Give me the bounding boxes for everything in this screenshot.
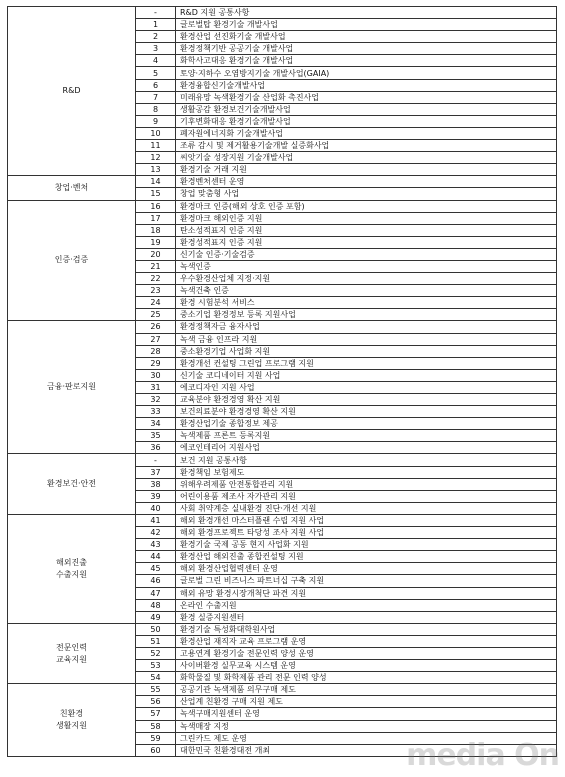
- program-name: 토양·지하수 오염방지기술 개발사업(GAIA): [176, 67, 557, 79]
- program-name: 생활공감 환경보건기술개발사업: [176, 103, 557, 115]
- item-number: 42: [136, 527, 176, 539]
- item-number: 18: [136, 224, 176, 236]
- item-number: 23: [136, 285, 176, 297]
- program-name: 조류 감시 및 제거활용기술개발 실증화사업: [176, 140, 557, 152]
- item-number: 21: [136, 260, 176, 272]
- program-name: 환경성적표지 인증 지원: [176, 236, 557, 248]
- program-name: 환경기술 국제 공동 현지 사업화 지원: [176, 539, 557, 551]
- program-name: 산업계 친환경 구매 지원 제도: [176, 696, 557, 708]
- program-name: 녹색인증: [176, 260, 557, 272]
- item-number: 13: [136, 164, 176, 176]
- item-number: 1: [136, 19, 176, 31]
- program-name: R&D 지원 공통사항: [176, 7, 557, 19]
- program-name: 공공기관 녹색제품 의무구매 제도: [176, 684, 557, 696]
- item-number: 49: [136, 611, 176, 623]
- program-name: 대한민국 친환경대전 개최: [176, 744, 557, 756]
- item-number: 41: [136, 514, 176, 526]
- program-name: 사이버환경 실무교육 시스템 운영: [176, 660, 557, 672]
- table-row: [8, 684, 557, 696]
- item-number: 40: [136, 502, 176, 514]
- item-number: 11: [136, 140, 176, 152]
- program-name: 환경산업 재직자 교육 프로그램 운영: [176, 635, 557, 647]
- category-cell: R&D: [8, 7, 136, 176]
- program-name: 온라인 수출지원: [176, 599, 557, 611]
- item-number: 35: [136, 430, 176, 442]
- program-name: 환경기술 특성화대학원사업: [176, 623, 557, 635]
- category-cell: 인증·검증: [8, 200, 136, 321]
- program-name: 해외 환경개선 마스터플랜 수립 지원 사업: [176, 514, 557, 526]
- item-number: 55: [136, 684, 176, 696]
- program-name: 위해우려제품 안전통합관리 지원: [176, 478, 557, 490]
- program-name: 환경개선 컨설팅 그린업 프로그램 지원: [176, 357, 557, 369]
- item-number: 5: [136, 67, 176, 79]
- item-number: 2: [136, 31, 176, 43]
- item-number: 14: [136, 176, 176, 188]
- program-name: 녹색 금융 인프라 지원: [176, 333, 557, 345]
- table-row: [8, 7, 557, 19]
- program-name: 해외 환경산업협력센터 운영: [176, 563, 557, 575]
- item-number: 4: [136, 55, 176, 67]
- item-number: 26: [136, 321, 176, 333]
- program-name: 환경융합신기술개발사업: [176, 79, 557, 91]
- program-name: 환경마크 해외인증 지원: [176, 212, 557, 224]
- program-name: 보건 지원 공통사항: [176, 454, 557, 466]
- item-number: 27: [136, 333, 176, 345]
- program-name: 우수환경산업체 지정·지원: [176, 273, 557, 285]
- program-name: 탄소성적표지 인증 지원: [176, 224, 557, 236]
- item-number: 10: [136, 127, 176, 139]
- table-row: [8, 454, 557, 466]
- item-number: 37: [136, 466, 176, 478]
- program-name: 화학사고대응 환경기술 개발사업: [176, 55, 557, 67]
- item-number: 28: [136, 345, 176, 357]
- item-number: 30: [136, 369, 176, 381]
- program-name: 환경 시험분석 서비스: [176, 297, 557, 309]
- item-number: 34: [136, 418, 176, 430]
- item-number: 24: [136, 297, 176, 309]
- table-row: [8, 200, 557, 212]
- program-name: 해외 유망 환경시장개척단 파견 지원: [176, 587, 557, 599]
- item-number: -: [136, 7, 176, 19]
- item-number: 33: [136, 406, 176, 418]
- item-number: 12: [136, 152, 176, 164]
- program-name: 어린이용품 제조사 자가관리 지원: [176, 490, 557, 502]
- item-number: 31: [136, 381, 176, 393]
- program-name: 그린카드 제도 운영: [176, 732, 557, 744]
- item-number: 50: [136, 623, 176, 635]
- program-name: 녹색구매지원센터 운영: [176, 708, 557, 720]
- program-name: 중소환경기업 사업화 지원: [176, 345, 557, 357]
- program-name: 신기술 코디네이터 지원 사업: [176, 369, 557, 381]
- item-number: 15: [136, 188, 176, 200]
- program-name: 창업 맞춤형 사업: [176, 188, 557, 200]
- support-program-table: [7, 6, 556, 757]
- item-number: 8: [136, 103, 176, 115]
- item-number: -: [136, 454, 176, 466]
- program-name: 환경기술 거래 지원: [176, 164, 557, 176]
- item-number: 59: [136, 732, 176, 744]
- program-name: 환경산업 선진화기술 개발사업: [176, 31, 557, 43]
- table-row: [8, 176, 557, 188]
- program-name: 글로벌 그린 비즈니스 파트너십 구축 지원: [176, 575, 557, 587]
- item-number: 38: [136, 478, 176, 490]
- item-number: 39: [136, 490, 176, 502]
- item-number: 9: [136, 115, 176, 127]
- item-number: 29: [136, 357, 176, 369]
- program-name: 환경산업 해외진출 종합컨설팅 지원: [176, 551, 557, 563]
- item-number: 54: [136, 672, 176, 684]
- category-cell: 해외진출 수출지원: [8, 514, 136, 623]
- program-name: 교육분야 환경경영 확산 지원: [176, 394, 557, 406]
- program-name: 보건의료분야 환경경영 확산 지원: [176, 406, 557, 418]
- program-name: 환경 실증지원센터: [176, 611, 557, 623]
- program-name: 환경산업기술 종합정보 제공: [176, 418, 557, 430]
- program-name: 녹색건축 인증: [176, 285, 557, 297]
- item-number: 44: [136, 551, 176, 563]
- item-number: 16: [136, 200, 176, 212]
- program-name: 미래유망 녹색환경기술 산업화 촉진사업: [176, 91, 557, 103]
- item-number: 17: [136, 212, 176, 224]
- item-number: 36: [136, 442, 176, 454]
- program-name: 환경책임 보험제도: [176, 466, 557, 478]
- item-number: 7: [136, 91, 176, 103]
- item-number: 20: [136, 248, 176, 260]
- program-name: 기후변화대응 환경기술개발사업: [176, 115, 557, 127]
- item-number: 45: [136, 563, 176, 575]
- item-number: 6: [136, 79, 176, 91]
- program-name: 화학물질 및 화학제품 관리 전문 인력 양성: [176, 672, 557, 684]
- program-name: 글로벌탑 환경기술 개발사업: [176, 19, 557, 31]
- table-row: [8, 514, 557, 526]
- program-name: 중소기업 환경정보 등록 지원사업: [176, 309, 557, 321]
- program-name: 녹색제품 프론트 등록지원: [176, 430, 557, 442]
- item-number: 43: [136, 539, 176, 551]
- item-number: 25: [136, 309, 176, 321]
- watermark: media On: [406, 738, 559, 773]
- category-cell: 금융·판로지원: [8, 321, 136, 454]
- program-name: 해외 환경프로젝트 타당성 조사 지원 사업: [176, 527, 557, 539]
- table-row: [8, 623, 557, 635]
- item-number: 48: [136, 599, 176, 611]
- category-cell: 친환경 생활지원: [8, 684, 136, 757]
- program-name: 환경벤처센터 운영: [176, 176, 557, 188]
- program-name: 신기술 인증·기술검증: [176, 248, 557, 260]
- item-number: 47: [136, 587, 176, 599]
- category-cell: 전문인력 교육지원: [8, 623, 136, 683]
- item-number: 51: [136, 635, 176, 647]
- program-name: 에코디자인 지원 사업: [176, 381, 557, 393]
- program-name: 씨앗기술 성장지원 기술개발사업: [176, 152, 557, 164]
- item-number: 56: [136, 696, 176, 708]
- item-number: 46: [136, 575, 176, 587]
- program-name: 환경마크 인증(해외 상호 인증 포함): [176, 200, 557, 212]
- item-number: 58: [136, 720, 176, 732]
- item-number: 19: [136, 236, 176, 248]
- item-number: 60: [136, 744, 176, 756]
- program-name: 환경정책기반 공공기술 개발사업: [176, 43, 557, 55]
- program-name: 사회 취약계층 실내환경 진단·개선 지원: [176, 502, 557, 514]
- program-name: 환경정책자금 융자사업: [176, 321, 557, 333]
- item-number: 52: [136, 647, 176, 659]
- program-name: 에코인테리어 지원사업: [176, 442, 557, 454]
- category-cell: 창업·벤처: [8, 176, 136, 200]
- item-number: 22: [136, 273, 176, 285]
- item-number: 53: [136, 660, 176, 672]
- table-row: [8, 321, 557, 333]
- program-name: 녹색매장 지정: [176, 720, 557, 732]
- item-number: 32: [136, 394, 176, 406]
- item-number: 3: [136, 43, 176, 55]
- category-cell: 환경보건·안전: [8, 454, 136, 514]
- program-name: 고용연계 환경기술 전문인력 양성 운영: [176, 647, 557, 659]
- program-name: 폐자원에너지화 기술개발사업: [176, 127, 557, 139]
- item-number: 57: [136, 708, 176, 720]
